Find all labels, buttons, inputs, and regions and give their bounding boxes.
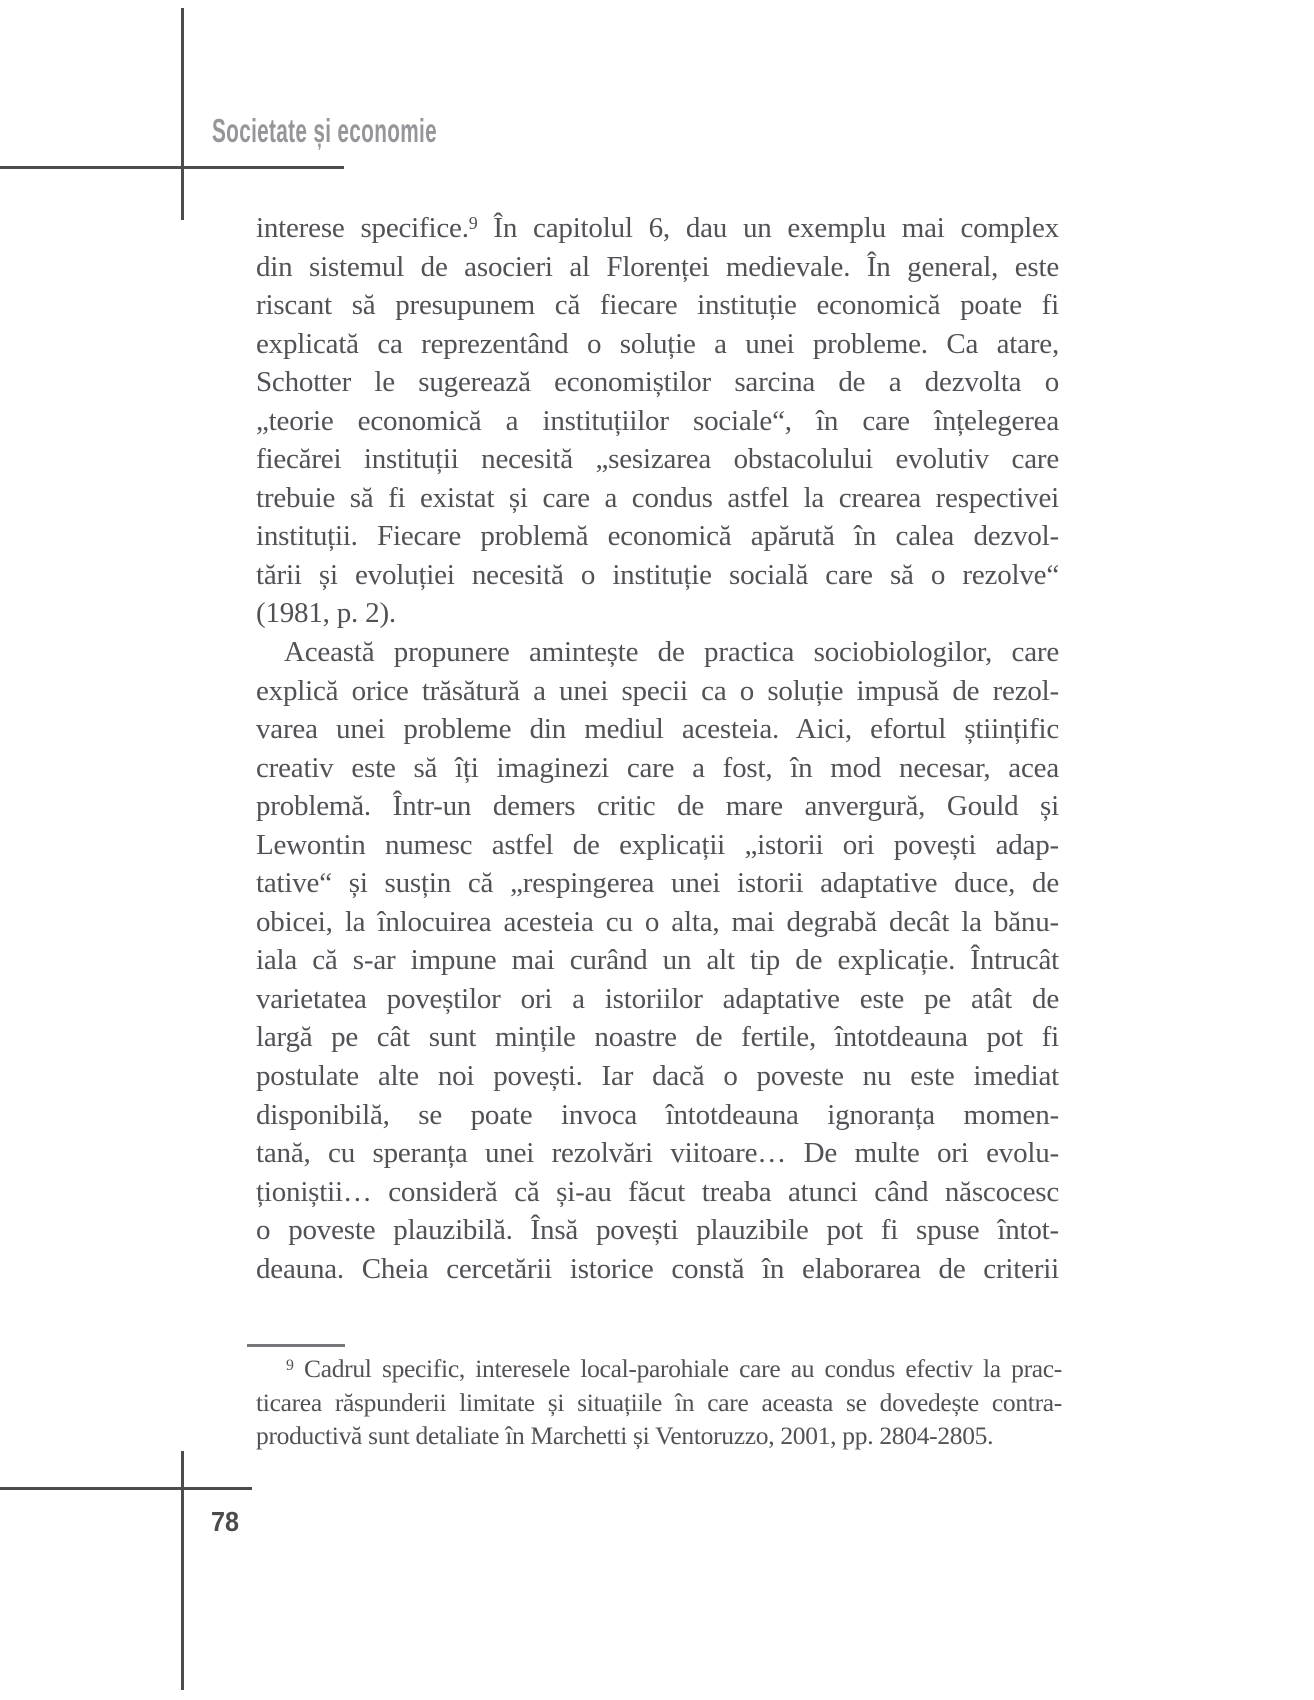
text-line: disponibilă, se poate invoca întotdeauna ignoranța momen-: [256, 1098, 1059, 1131]
bottom-margin-horizontal-rule: [0, 1487, 252, 1490]
text-line: largă pe cât sunt mințile noastre de fertile, întotdeauna pot fi: [256, 1021, 1059, 1054]
text-line: fiecărei instituții necesită „sesizarea obstacolului evolutiv care: [256, 443, 1059, 476]
text-line: varietatea poveștilor ori a istoriilor adaptative este pe atât de: [256, 982, 1059, 1015]
text-line: trebuie să fi existat și care a condus astfel la crearea respectivei: [256, 481, 1059, 514]
text-line: riscant să presupunem că fiecare instituție economică poate fi: [256, 289, 1059, 322]
page-number: 78: [211, 1506, 240, 1537]
text-line: (1981, p. 2).: [256, 597, 396, 630]
text-line: obicei, la înlocuirea acesteia cu o alta, mai degrabă decât la bănu-: [256, 905, 1059, 938]
footnote-separator-rule: [247, 1344, 345, 1347]
text-line: explică orice trăsătură a unei specii ca o soluție impusă de rezol-: [256, 674, 1059, 707]
text-line: deauna. Cheia cercetării istorice constă în elaborarea de criterii: [256, 1252, 1059, 1285]
text-line: Această propunere amintește de practica sociobiologilor, care: [284, 636, 1059, 669]
text-segment: interese specifice.: [256, 212, 469, 244]
text-segment: Cadrul specific, interesele local-parohiale care au condus efectiv la prac-: [303, 1354, 1062, 1383]
running-header-title: Societate și economie: [212, 112, 437, 149]
text-line: creativ este să îți imaginezi care a fost, în mod necesar, acea: [256, 751, 1059, 784]
top-margin-vertical-rule: [181, 8, 184, 220]
text-line: „teorie economică a instituțiilor sociale“, în care înțelegerea: [256, 404, 1059, 437]
text-segment: În capitolul 6, dau un exemplu mai complex: [493, 212, 1059, 244]
body-text-block: [256, 209, 1059, 1288]
footnote-line: productivă sunt detaliate în Marchetti și Ventoruzzo, 2001, pp. 2804-2805.: [256, 1421, 994, 1450]
top-margin-horizontal-rule: [0, 166, 344, 169]
footnote-line: ticarea răspunderii limitate și situațiile în care aceasta se dovedește contra-: [256, 1387, 1062, 1417]
text-line: instituții. Fiecare problemă economică apărută în calea dezvol-: [256, 520, 1059, 553]
footnote-block: [256, 1352, 1062, 1453]
text-line: postulate alte noi povești. Iar dacă o poveste nu este imediat: [256, 1060, 1059, 1093]
footnote-reference-marker: 9: [468, 212, 478, 233]
text-line: varea unei probleme din mediul acesteia. Aici, efortul științific: [256, 713, 1059, 746]
text-line: ționiștii… consideră că și-au făcut treaba atunci când născocesc: [256, 1175, 1059, 1208]
text-line: iala că s-ar impune mai curând un alt tip de explicație. Întrucât: [256, 944, 1059, 977]
footnote-line: [256, 1352, 1062, 1386]
text-line: explicată ca reprezentând o soluție a unei probleme. Ca atare,: [256, 327, 1059, 360]
text-line: tării și evoluției necesită o instituție socială care să o rezolve“: [256, 558, 1059, 591]
text-line: tative“ și susțin că „respingerea unei istorii adaptative duce, de: [256, 867, 1059, 900]
text-line: [256, 209, 1059, 248]
text-line: problemă. Într-un demers critic de mare anvergură, Gould și: [256, 790, 1059, 823]
text-line: din sistemul de asocieri al Florenței medievale. În general, este: [256, 250, 1059, 283]
text-line: tană, cu speranța unei rezolvări viitoare… De multe ori evolu-: [256, 1137, 1059, 1170]
text-line: Schotter le sugerează economiștilor sarcina de a dezvolta o: [256, 366, 1059, 399]
bottom-margin-vertical-rule: [181, 1451, 184, 1690]
footnote-number: 9: [286, 1356, 294, 1374]
text-line: o poveste plauzibilă. Însă povești plauzibile pot fi spuse întot-: [256, 1214, 1059, 1247]
text-line: Lewontin numesc astfel de explicații „istorii ori povești adap-: [256, 828, 1059, 861]
